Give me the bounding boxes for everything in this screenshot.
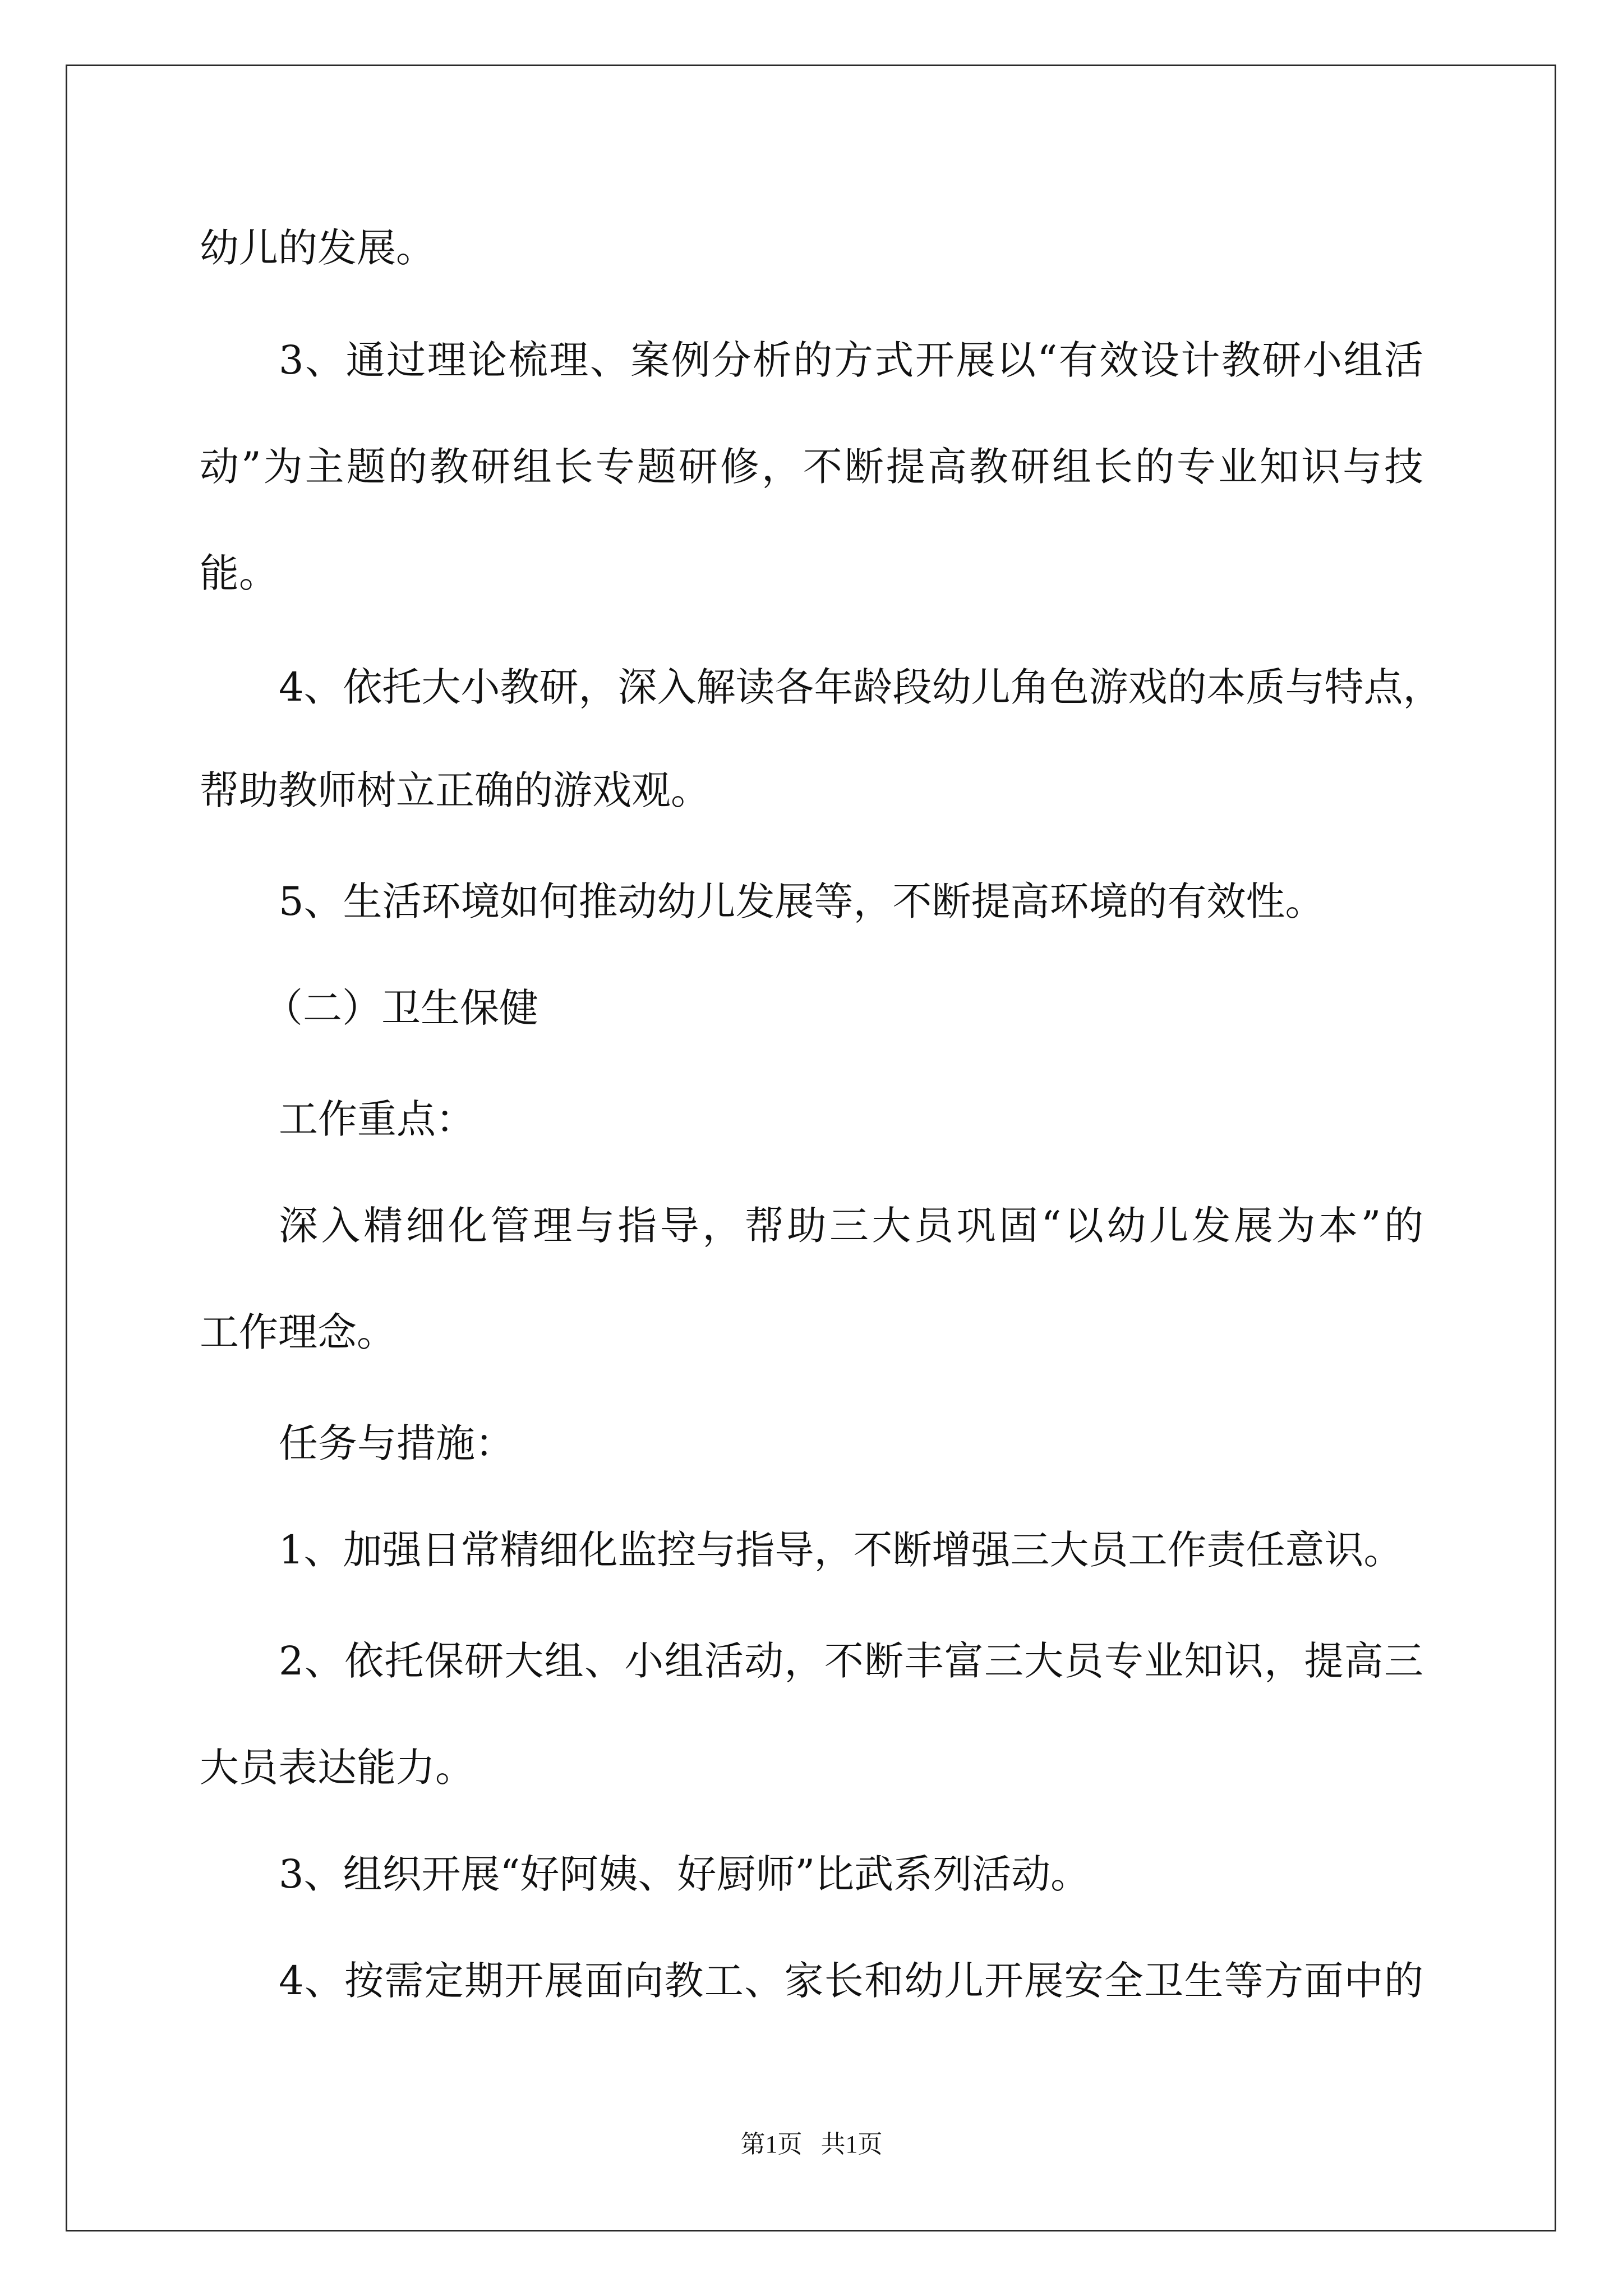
paragraph-line: 1、加强日常精细化监控与指导，不断增强三大员工作责任意识。 [279, 1527, 1403, 1573]
page-border [66, 65, 1556, 2231]
paragraph-line: 大员表达能力。 [200, 1745, 474, 1791]
paragraph-line: 工作理念。 [200, 1309, 396, 1355]
paragraph-line: 动”为主题的教研组长专题研修，不断提高教研组长的专业知识与技 [200, 444, 1423, 490]
paragraph-line: 3、通过理论梳理、案例分析的方式开展以“有效设计教研小组活 [279, 337, 1423, 383]
paragraph-line: 5、生活环境如何推动幼儿发展等，不断提高环境的有效性。 [279, 878, 1325, 924]
subheading: 任务与措施： [279, 1420, 514, 1466]
subheading: 工作重点： [279, 1096, 475, 1142]
page-number-footer: 第1页 共1页 [740, 2131, 883, 2158]
paragraph-line: 幼儿的发展。 [200, 225, 435, 271]
paragraph-line: 2、依托保研大组、小组活动，不断丰富三大员专业知识，提高三 [279, 1638, 1423, 1684]
paragraph-line: 4、依托大小教研，深入解读各年龄段幼儿角色游戏的本质与特点， [279, 664, 1442, 710]
paragraph-line: 帮助教师树立正确的游戏观。 [200, 767, 710, 813]
paragraph-line: 4、按需定期开展面向教工、家长和幼儿开展安全卫生等方面中的 [279, 1958, 1423, 2004]
paragraph-line: 能。 [200, 550, 278, 596]
paragraph-line: 3、组织开展“好阿姨、好厨师”比武系列活动。 [279, 1851, 1090, 1897]
paragraph-line: 深入精细化管理与指导，帮助三大员巩固“以幼儿发展为本”的 [279, 1203, 1423, 1249]
section-heading: （二）卫生保健 [264, 985, 538, 1031]
